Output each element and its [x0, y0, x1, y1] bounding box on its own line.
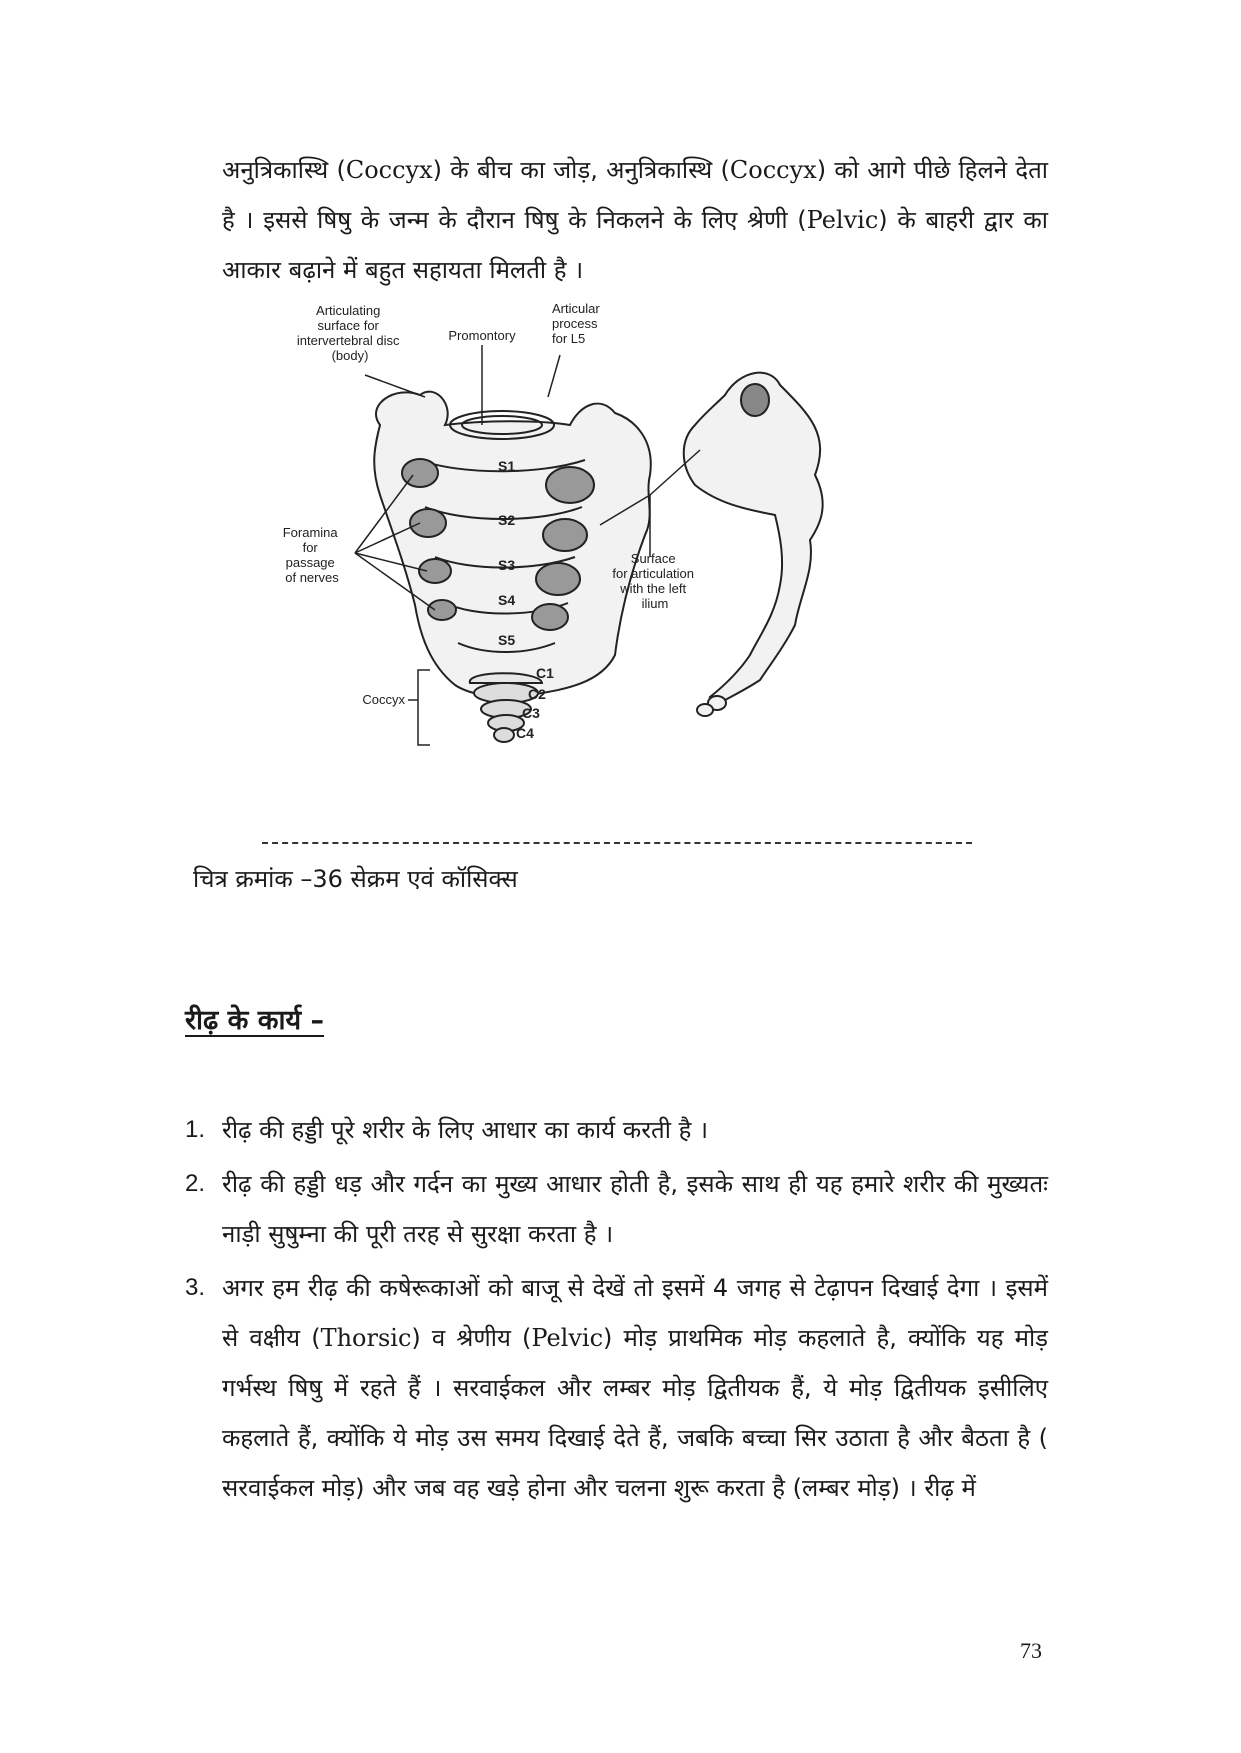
intro-paragraph: [222, 145, 1048, 295]
segment-s3: S3: [498, 557, 516, 573]
segment-c3: C3: [522, 705, 540, 721]
latin-term: Pelvic: [806, 206, 879, 234]
sacrum-lateral-drawing: [684, 373, 823, 716]
text-run: ) के बीच का जोड़, अनुत्रिकास्थि (: [432, 156, 730, 184]
function-item: [185, 1263, 1048, 1513]
latin-term: Coccyx: [729, 156, 817, 184]
latin-term: Coccyx: [345, 156, 433, 184]
segment-s1: S1: [498, 458, 516, 474]
text-run: रीढ़ की हड्डी पूरे शरीर के लिए आधार का कार्य करती है ।: [222, 1116, 709, 1144]
page-number: 73: [1020, 1638, 1042, 1663]
segment-s2: S2: [498, 512, 516, 528]
segment-c2: C2: [528, 686, 546, 702]
function-item: [185, 1159, 1048, 1259]
latin-term: Pelvic: [531, 1324, 604, 1352]
sacrum-coccyx-diagram: [270, 301, 990, 835]
text-run: ) मोड़ प्राथमिक मोड़ कहलाते है, क्योंकि यह मोड़ गर्भस्थ षिषु में रहते हैं । सरवाईकल और लम्बर मोड़ द्वितीयक हैं, ये मोड़ द्वितीयक इसीलिए कहलाते हैं, क्योंकि ये मोड़ उस समय दिखाई देते हैं, जबकि बच्चा सिर उठाता है और बैठता है ( सरवाईकल मोड़) और जब वह खड़े होना और चलना शुरू करता है (लम्बर मोड़) । रीढ़ में: [222, 1324, 1048, 1502]
segment-c1: C1: [536, 665, 554, 681]
text-run: ) के बाहरी द्वार का आकार बढ़ाने में बहुत सहायता मिलती है ।: [222, 206, 1048, 284]
function-item: [185, 1105, 1048, 1155]
functions-list: [185, 1105, 1048, 1517]
latin-term: Thorsic: [320, 1324, 412, 1352]
label-coccyx: Coccyx: [362, 692, 405, 707]
text-run: ) व श्रेणीय (: [411, 1324, 532, 1352]
figure-caption: चित्र क्रमांक –36 सेक्रम एवं कॉसिक्स: [193, 865, 518, 893]
label-foramina: Foramina for passage of nerves: [282, 525, 339, 585]
text-run: अगर हम रीढ़ की कषेरूकाओं को बाजू से देखें तो इसमें 4 जगह से टेढ़ापन दिखाई देगा । इसमें से वक्षीय (: [222, 1274, 1048, 1352]
label-articular-process: Articular process for L5: [552, 301, 600, 346]
segment-s5: S5: [498, 632, 516, 648]
segment-c4: C4: [516, 725, 534, 741]
list-number: 2.: [185, 1170, 206, 1197]
section-heading: रीढ़ के कार्य –: [185, 1005, 325, 1036]
label-promontory: Promontory: [448, 328, 516, 343]
text-run: रीढ़ की हड्डी धड़ और गर्दन का मुख्य आधार होती है, इसके साथ ही यह हमारे शरीर की मुख्यतः नाड़ी सुषुम्ना की पूरी तरह से सुरक्षा करता है ।: [222, 1170, 1048, 1248]
label-surface-articulation: Surface for articulation with the left ilium: [612, 551, 695, 611]
sacrum-coccyx-figure: [270, 301, 990, 835]
segment-s4: S4: [498, 592, 516, 608]
list-number: 3.: [185, 1274, 206, 1301]
label-articulating-surface: Articulating surface for intervertebral disc (body): [296, 303, 400, 363]
figure-divider: [262, 842, 972, 844]
list-number: 1.: [185, 1116, 206, 1143]
text-run: अनुत्रिकास्थि (: [222, 156, 346, 184]
text-run: ) को आगे पीछे हिलने देता है । इससे षिषु के जन्म के दौरान षिषु के निकलने के लिए श्रेणी (: [222, 156, 1049, 234]
